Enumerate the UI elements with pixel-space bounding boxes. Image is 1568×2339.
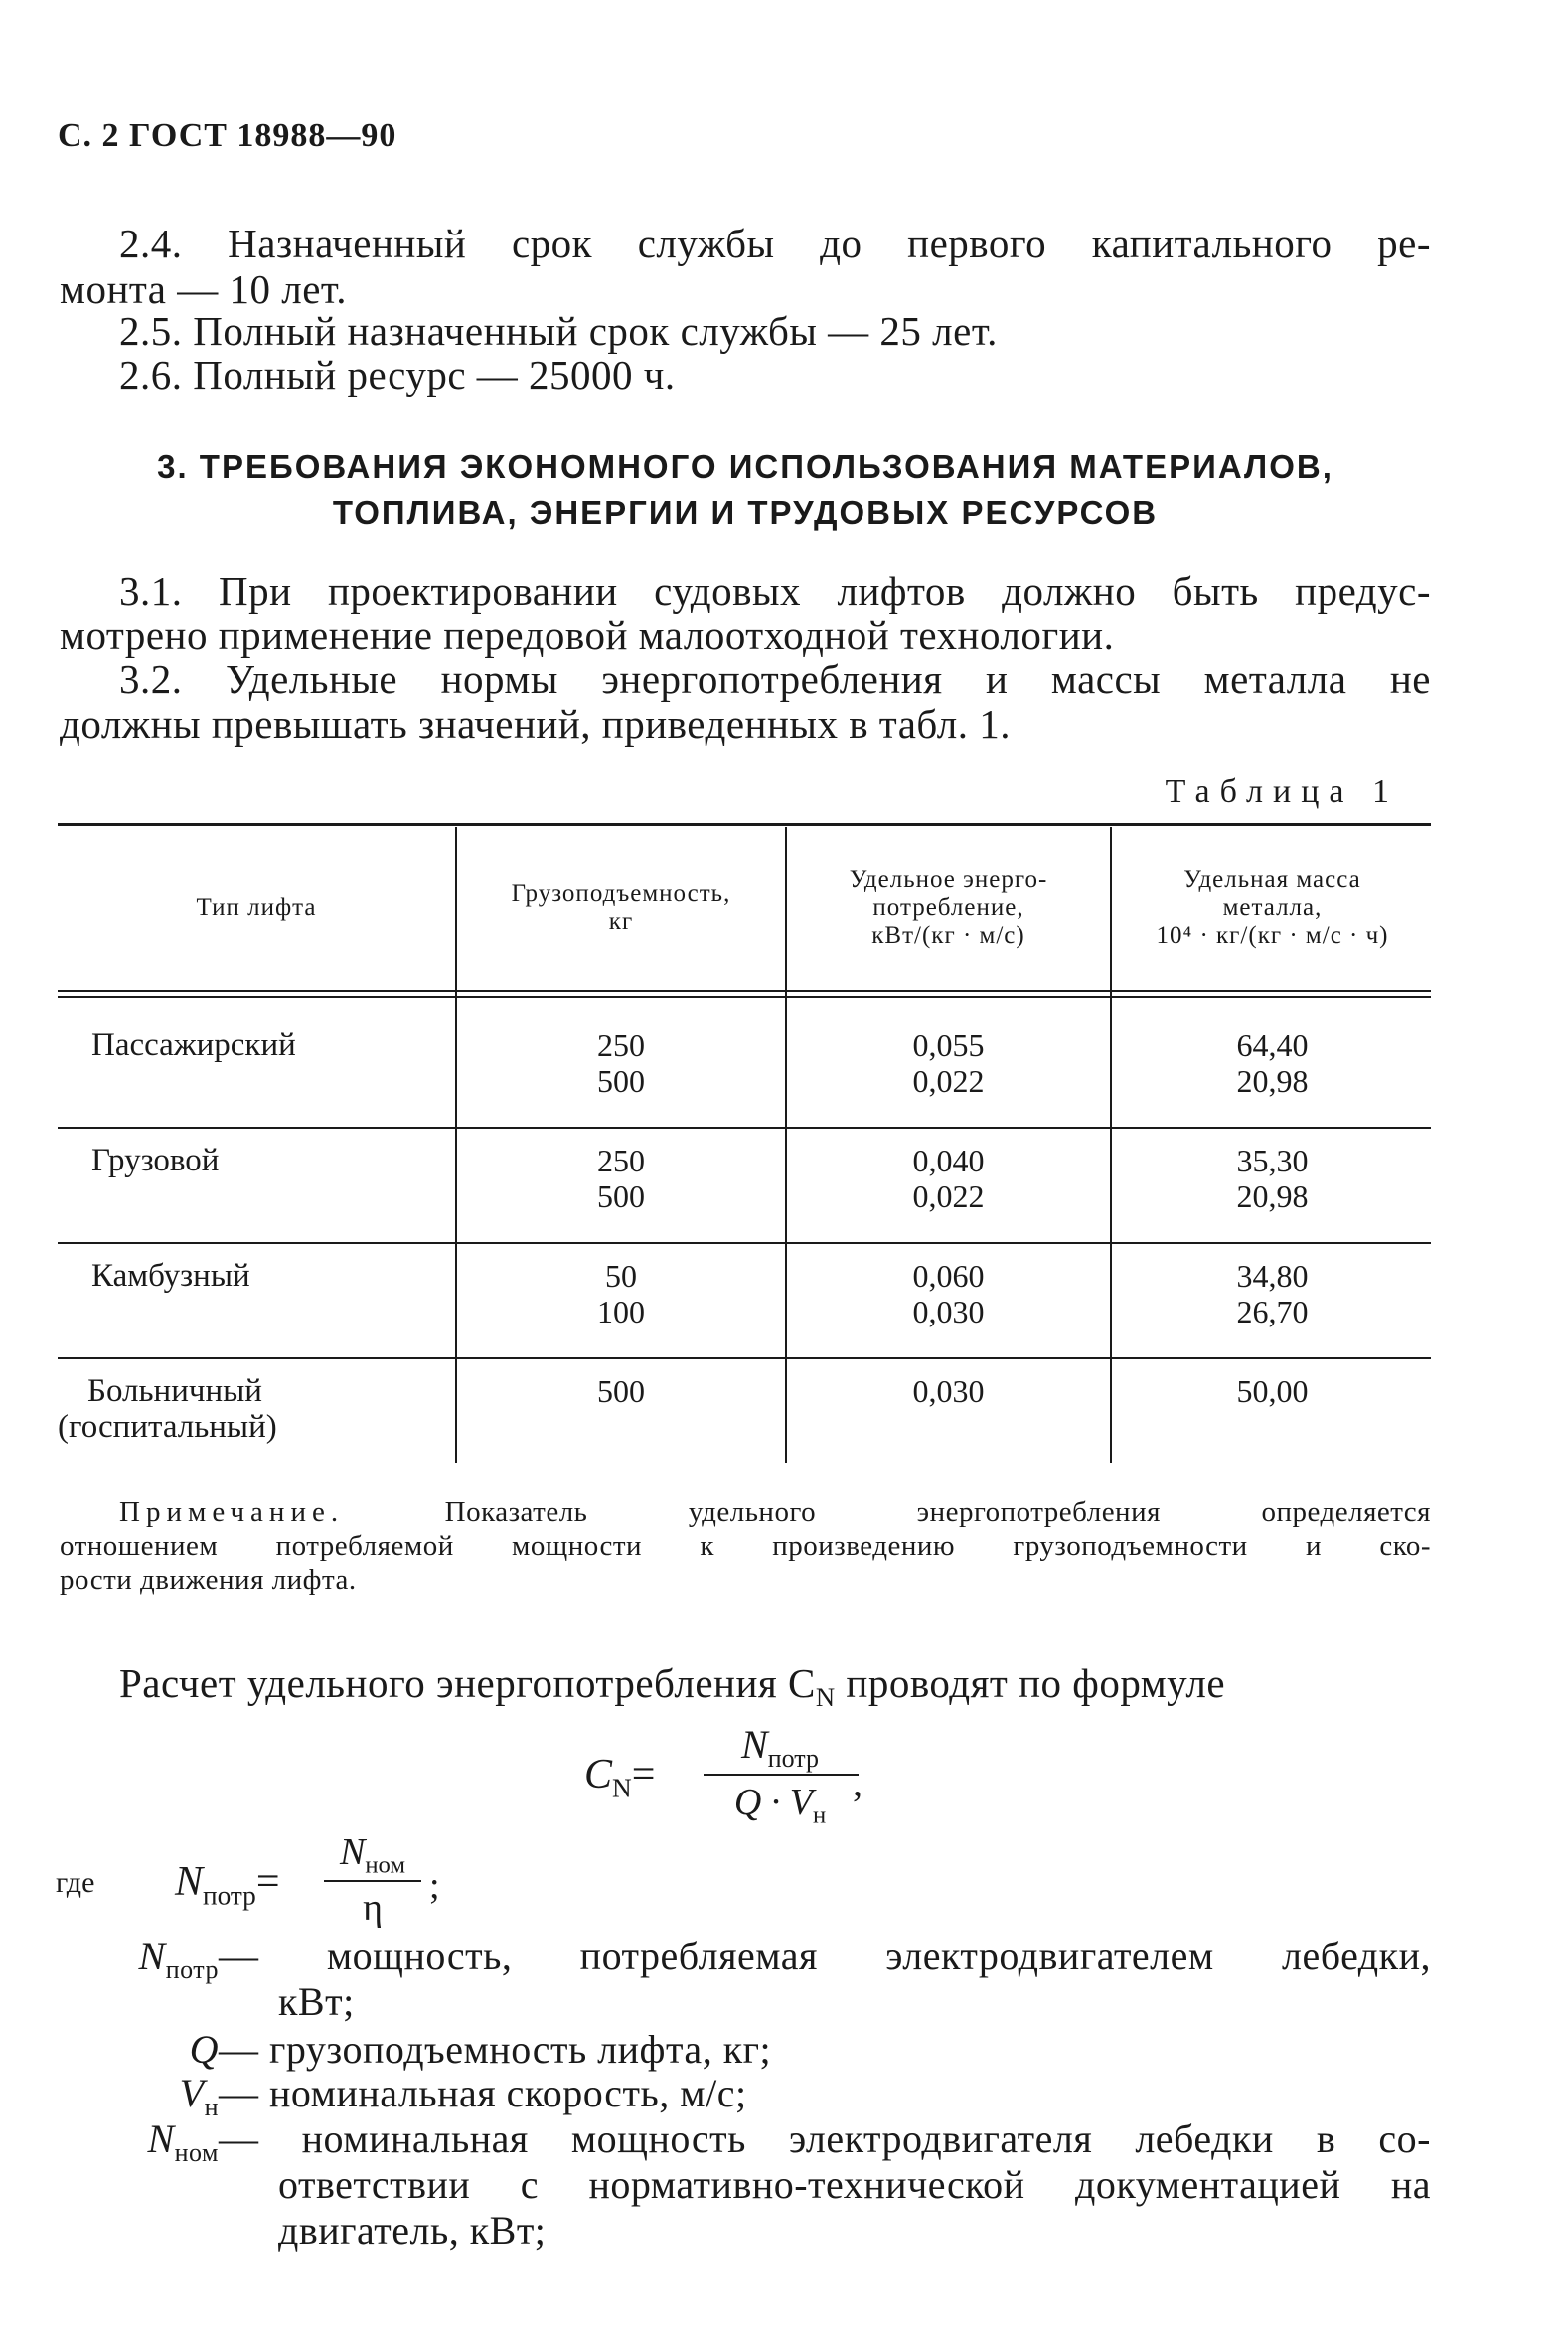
- table-row-2-energy: 0,040 0,022: [912, 1143, 985, 1214]
- paragraph-3-2-line1: 3.2. Удельные нормы энергопотребления и массы металла не: [119, 656, 1431, 702]
- table-row-1-capacity: 250 500: [597, 1027, 645, 1099]
- paragraph-2-4-line1: 2.4. Назначенный срок службы до первого капитального ре-: [119, 221, 1431, 266]
- paragraph-2-4-line2: монта — 10 лет.: [60, 266, 347, 312]
- paragraph-3-2-line2: должны превышать значений, приведенных в табл. 1.: [60, 702, 1011, 747]
- table-row-1-mass: 64,40 20,98: [1236, 1027, 1309, 1099]
- table-row-1-name: Пассажирский: [91, 1027, 296, 1063]
- table-row-4-mass: 50,00: [1236, 1373, 1309, 1409]
- table-header-type: Тип лифта: [196, 894, 317, 921]
- table-note-line1: Примечание. Показатель удельного энергопотребления определяется: [119, 1496, 1432, 1528]
- table-row-rule-3: [58, 1357, 1431, 1359]
- table-row-3-capacity: 50 100: [597, 1258, 645, 1329]
- formula-intro: Расчет удельного энергопотребления $C_N$ проводят по формуле: [119, 1660, 1226, 1713]
- formula-where-label: где: [56, 1866, 95, 1899]
- paragraph-2-5: 2.5. Полный назначенный срок службы — 25 лет.: [119, 308, 998, 354]
- table-header-rule-2: [58, 996, 1431, 998]
- table-row-rule-2: [58, 1242, 1431, 1244]
- table-col-divider-3: [1110, 827, 1112, 1463]
- table-row-3-name: Камбузный: [91, 1258, 250, 1294]
- formula-denominator: $Q \cdot V_н$: [733, 1782, 827, 1829]
- table-row-2-name: Грузовой: [91, 1143, 220, 1178]
- table-header-capacity: Грузоподъемность, кг: [511, 880, 731, 935]
- paragraph-3-1-line1: 3.1. При проектировании судовых лифтов должно быть предус-: [119, 568, 1431, 614]
- section-3-title-line1: 3. ТРЕБОВАНИЯ ЭКОНОМНОГО ИСПОЛЬЗОВАНИЯ МАТЕРИАЛОВ,: [157, 448, 1333, 485]
- table-row-3-mass: 34,80 26,70: [1236, 1258, 1309, 1329]
- formula-fraction-bar: [704, 1774, 859, 1776]
- table-row-4-name: Больничный (госпитальный): [58, 1373, 277, 1445]
- definition-n-consumed: $N_{потр}$ — мощность, потребляемая электродвигателем лебедки, кВт;: [138, 1934, 1431, 2024]
- definition-n-nominal: $N_{ном}$ — номинальная мощность электродвигателя лебедки в со- ответствии с нормативно-технической документацией на двигатель, кВт;: [147, 2116, 1431, 2253]
- formula-comma: ,: [853, 1760, 862, 1804]
- definition-q: Q — грузоподъемность лифта, кг;: [189, 2027, 772, 2072]
- definition-v-nominal: $V_н$ — номинальная скорость, м/с;: [179, 2071, 747, 2121]
- formula-numerator: $N_{потр}$: [741, 1722, 819, 1773]
- table-note-line2: отношением потребляемой мощности к произведению грузоподъемности и ско-: [60, 1530, 1431, 1562]
- table-row-2-capacity: 250 500: [597, 1143, 645, 1214]
- table-row-4-capacity: 500: [597, 1373, 645, 1409]
- table-header-energy: Удельное энерго- потребление, кВт/(кг · м/с): [849, 866, 1048, 949]
- paragraph-3-1-line2: мотрено применение передовой малоотходной технологии.: [60, 612, 1115, 658]
- table-row-2-mass: 35,30 20,98: [1236, 1143, 1309, 1214]
- table-note-line3: рости движения лифта.: [60, 1564, 357, 1596]
- table-label: Таблица 1: [1165, 773, 1399, 810]
- formula-where-denominator: η: [363, 1887, 383, 1929]
- formula-where-fraction-bar: [324, 1880, 421, 1882]
- formula-lhs: $C_N=$: [584, 1752, 656, 1803]
- formula-where-semicolon: ;: [429, 1865, 440, 1907]
- formula-where-lhs: $N_{потр}=$: [175, 1859, 280, 1911]
- table-col-divider-2: [785, 827, 787, 1463]
- table-header-rule-1: [58, 990, 1431, 992]
- paragraph-2-6: 2.6. Полный ресурс — 25000 ч.: [119, 352, 676, 397]
- table-row-3-energy: 0,060 0,030: [912, 1258, 985, 1329]
- table-row-4-energy: 0,030: [912, 1373, 985, 1409]
- section-3-title-line2: ТОПЛИВА, ЭНЕРГИИ И ТРУДОВЫХ РЕСУРСОВ: [332, 494, 1159, 531]
- table-top-rule: [58, 823, 1431, 826]
- table-header-mass: Удельная масса металла, 10⁴ · кг/(кг · м/с · ч): [1156, 866, 1389, 949]
- formula-where-numerator: $N_{ном}$: [339, 1831, 406, 1879]
- table-row-rule-1: [58, 1127, 1431, 1129]
- table-row-1-energy: 0,055 0,022: [912, 1027, 985, 1099]
- page-header: С. 2 ГОСТ 18988—90: [58, 117, 397, 154]
